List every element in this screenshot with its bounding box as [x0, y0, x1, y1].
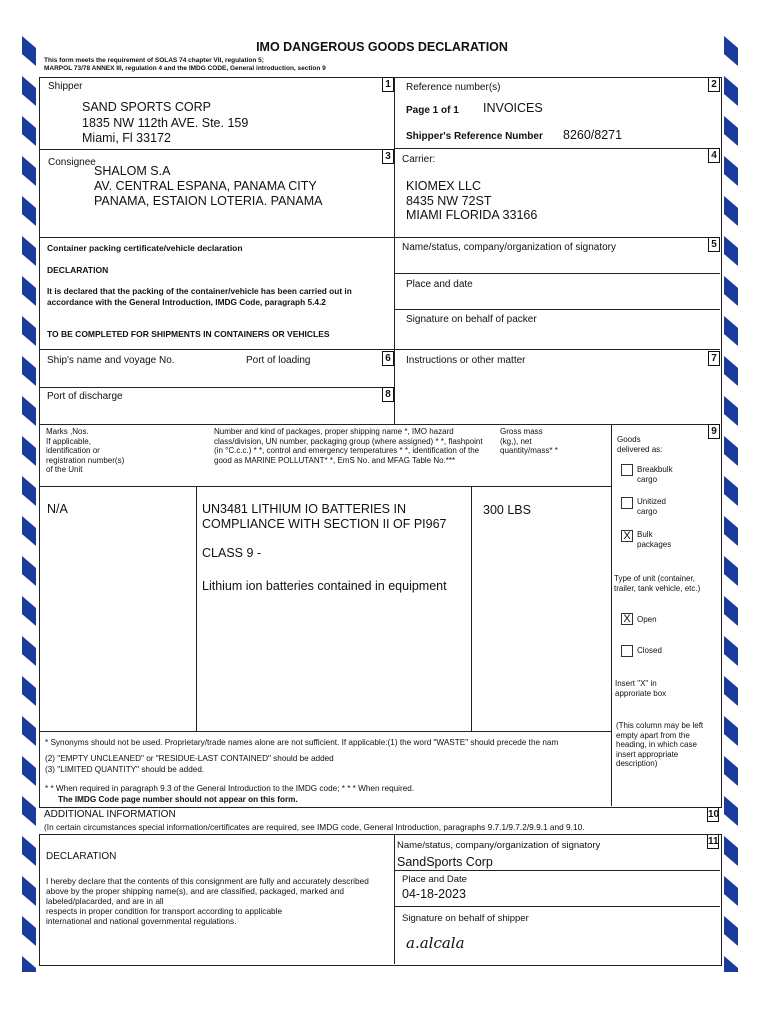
description-header: Number and kind of packages, proper shipping name *, IMO hazard class/division, UN number, packaging group (where assigned) * *, flashpoint (in °C.c.c.) * *, control and emergency temperatures * *, identification of the good as MARINE POLLUTANT* *, EmS No. and MFAG Table No.***	[214, 427, 483, 465]
footnote-3: (3) "LIMITED QUANTITY" should be added.	[45, 765, 205, 774]
closed-checkbox[interactable]	[621, 645, 633, 657]
shipper-address-1: 1835 NW 112th AVE. Ste. 159	[82, 116, 249, 130]
shipper-reference-label: Shipper's Reference Number	[406, 131, 543, 142]
signatory-date-value: 04-18-2023	[402, 887, 466, 901]
footnote-5: The IMDG Code page number should not appear on this form.	[58, 795, 298, 804]
additional-info-title: ADDITIONAL INFORMATION	[44, 809, 176, 820]
carrier-name: KIOMEX LLC	[406, 179, 482, 193]
box-number-6: 6	[382, 351, 394, 366]
footnote-2: (2) "EMPTY UNCLEANED" or "RESIDUE-LAST CONTAINED" should be added	[45, 754, 334, 763]
page-label: Page 1 of 1	[406, 105, 459, 116]
box-number-2: 2	[708, 77, 720, 92]
form-note-2: MARPOL 73/78 ANNEX III, regulation 4 and the IMDG CODE, General introduction, section 9	[44, 65, 326, 72]
packing-certificate-heading: Container packing certificate/vehicle declaration	[47, 243, 243, 253]
bulk-packages-checkbox[interactable]: X	[621, 530, 633, 542]
box-number-4: 4	[708, 148, 720, 163]
shipper-signature: a.alcala	[406, 934, 465, 952]
goods-delivered-label: Goods delivered as:	[617, 435, 663, 454]
instructions-label: Instructions or other matter	[406, 355, 526, 366]
reference-label: Reference number(s)	[406, 82, 501, 93]
form-title: IMO DANGEROUS GOODS DECLARATION	[256, 40, 508, 54]
box-number-7: 7	[708, 351, 720, 366]
signatory-name-status-label: Name/status, company/organization of signatory	[397, 840, 601, 851]
packing-declaration-text: It is declared that the packing of the container/vehicle has been carried out in accordance with the General Introduction, IMDG Code, paragraph 5.4.2	[47, 286, 352, 307]
consignee-name: SHALOM S.A	[94, 164, 171, 178]
box-number-5: 5	[708, 237, 720, 252]
box-number-3: 3	[382, 149, 394, 164]
unitized-checkbox[interactable]	[621, 497, 633, 509]
declaration-title: DECLARATION	[46, 851, 117, 862]
port-loading-label: Port of loading	[246, 355, 311, 366]
box-number-8: 8	[382, 387, 394, 402]
unitized-label: Unitized cargo	[637, 497, 666, 516]
packer-name-status-label: Name/status, company/organization of signatory	[402, 242, 616, 253]
open-label: Open	[637, 615, 657, 624]
additional-info-text: (In certain circumstances special information/certificates are required, see IMDG code, General Introduction, paragraphs 9.7.1/9.7.2/9.9.1 and 9.10.	[44, 822, 585, 832]
footnote-1: * Synonyms should not be used. Proprietary/trade names alone are not sufficient. If applicable:(1) the word "WASTE" should precede the nam	[45, 738, 559, 747]
page-value: INVOICES	[483, 101, 543, 115]
bulk-packages-label: Bulk packages	[637, 530, 672, 549]
description-line-2: COMPLIANCE WITH SECTION II OF PI967	[202, 517, 447, 531]
closed-label: Closed	[637, 646, 662, 655]
signatory-signature-label: Signature on behalf of shipper	[402, 913, 529, 924]
box-number-11: 11	[708, 836, 719, 847]
shipper-address-2: Miami, Fl 33172	[82, 131, 171, 145]
right-stripe-border	[724, 36, 738, 972]
detail-value: Lithium ion batteries contained in equipment	[202, 579, 447, 593]
packer-signature-label: Signature on behalf of packer	[406, 314, 537, 325]
box-number-9: 9	[708, 424, 720, 439]
breakbulk-label: Breakbulk cargo	[637, 465, 673, 484]
consignee-label: Consignee	[48, 157, 96, 168]
marks-value: N/A	[47, 502, 68, 516]
form-note-1: This form meets the requirement of SOLAS 74 chapter VII, regulation 5;	[44, 57, 264, 64]
signatory-place-date-label: Place and Date	[402, 874, 467, 885]
carrier-label: Carrier:	[402, 154, 436, 165]
mass-header: Gross mass (kg,), net quantity/mass* *	[500, 427, 558, 455]
packing-containers-note: TO BE COMPLETED FOR SHIPMENTS IN CONTAINERS OR VEHICLES	[47, 329, 330, 339]
packer-place-date-label: Place and date	[406, 279, 473, 290]
unit-type-label: Type of unit (container, trailer, tank vehicle, etc.)	[614, 574, 701, 593]
class-value: CLASS 9 -	[202, 546, 262, 560]
open-checkbox[interactable]: X	[621, 613, 633, 625]
description-line-1: UN3481 LITHIUM IO BATTERIES IN	[202, 502, 406, 516]
shipper-label: Shipper	[48, 81, 83, 92]
column-note: (This column may be left empty apart from the heading, in which case insert appropriate description)	[616, 721, 704, 768]
declaration-text: I hereby declare that the contents of this consignment are fully and accurately described above by the proper shipping name(s), and are classified, packaged, marked and labeled/placarded, and are in all respects in proper condition for transport according to applicable international and national governmental regulations.	[46, 876, 369, 926]
port-discharge-label: Port of discharge	[47, 391, 123, 402]
mass-value: 300 LBS	[483, 503, 531, 517]
footnote-4: * * When required in paragraph 9.3 of the General Introduction to the IMDG code; * * * When required.	[45, 784, 415, 793]
shipper-name: SAND SPORTS CORP	[82, 100, 211, 114]
signatory-name-value: SandSports Corp	[397, 855, 493, 869]
box-number-1: 1	[382, 77, 394, 92]
insert-x-note: Insert "X" in approriate box	[615, 679, 667, 698]
breakbulk-checkbox[interactable]	[621, 464, 633, 476]
consignee-address-2: PANAMA, ESTAION LOTERIA. PANAMA	[94, 194, 323, 208]
consignee-address-1: AV. CENTRAL ESPANA, PANAMA CITY	[94, 179, 317, 193]
packing-declaration-title: DECLARATION	[47, 265, 109, 275]
carrier-address-1: 8435 NW 72ST	[406, 194, 492, 208]
shipper-reference-value: 8260/8271	[563, 128, 623, 142]
box-number-10: 10	[708, 809, 720, 820]
ship-name-label: Ship's name and voyage No.	[47, 355, 175, 366]
left-stripe-border	[22, 36, 36, 972]
carrier-address-2: MIAMI FLORIDA 33166	[406, 208, 538, 222]
marks-header: Marks ,Nos. If applicable, identification or registration number(s) of the Unit	[46, 427, 125, 474]
